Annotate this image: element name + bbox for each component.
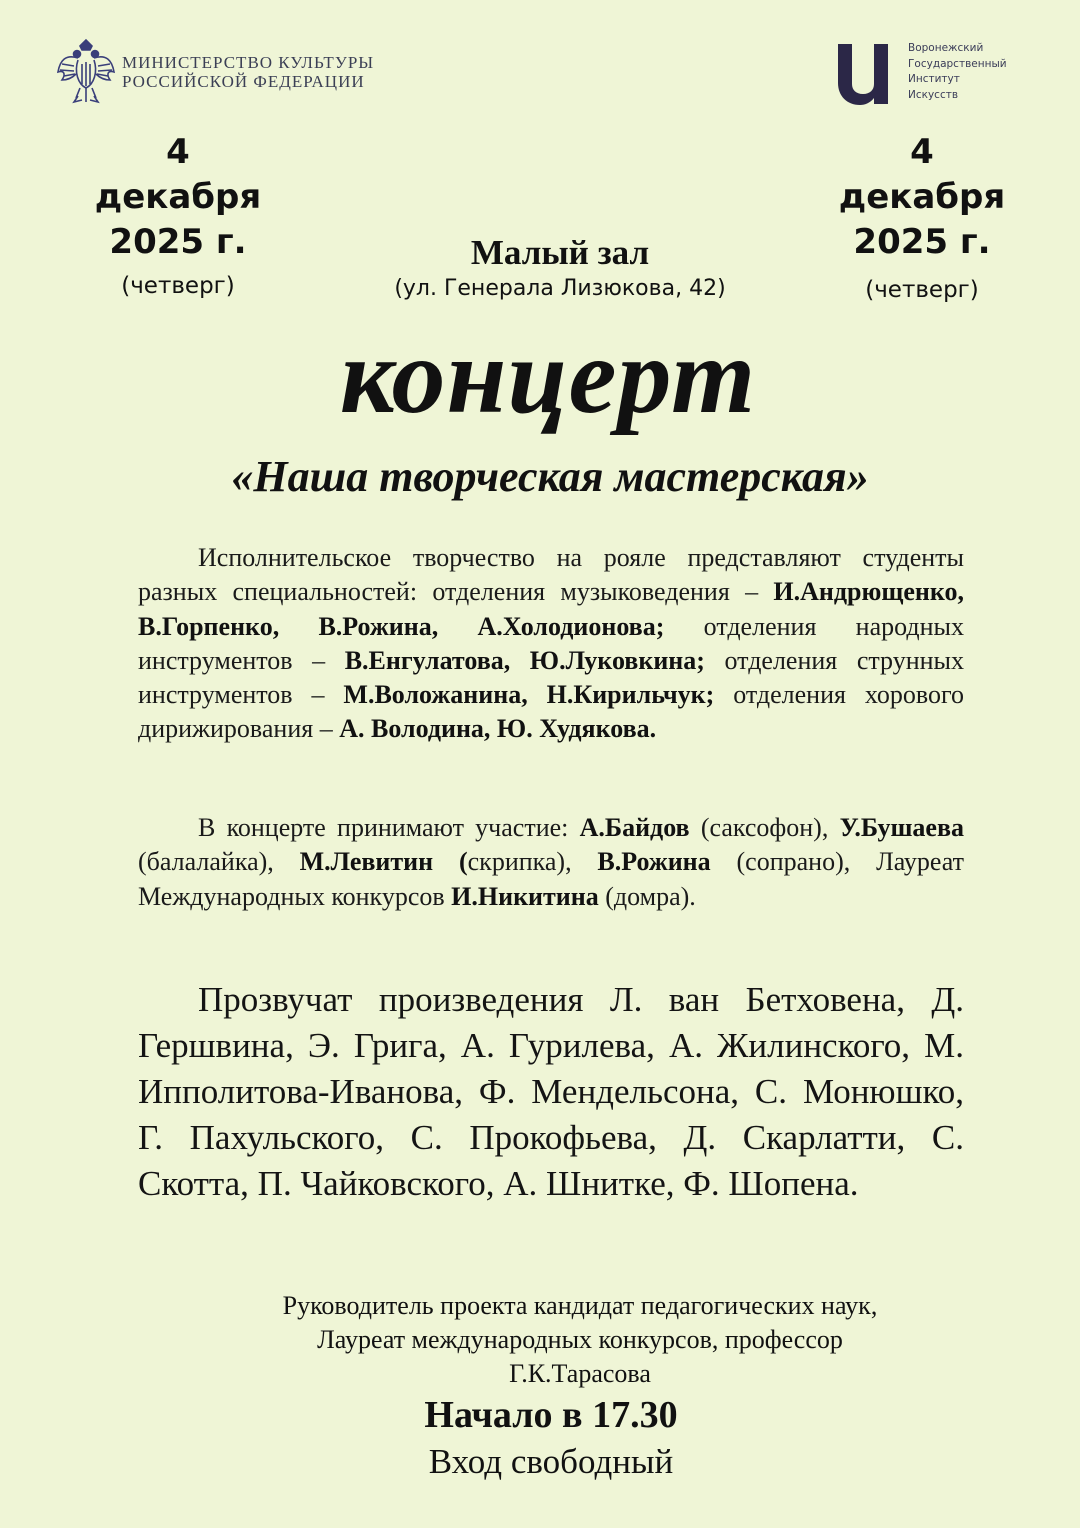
guest-name-3: М.Левитин (: [299, 847, 468, 877]
concert-title: концерт: [339, 317, 757, 436]
project-head-line-2: Лауреат международных конкурсов, профессор: [317, 1325, 843, 1354]
date-left-day: 4: [166, 132, 190, 172]
performers-names-folk: В.Енгулатова, Ю.Луковкина;: [344, 645, 705, 675]
guests-text-4: скрипка),: [467, 847, 598, 877]
start-time: Начало в 17.30: [424, 1394, 678, 1436]
guests-text-6: (домра).: [598, 881, 696, 911]
date-right: [802, 130, 1042, 305]
guest-name-1: А.Байдов: [579, 813, 690, 842]
entry-info: Вход свободный: [428, 1442, 674, 1481]
date-right-day: 4: [910, 132, 934, 172]
program-paragraph: Прозвучат произведения Л. ван Бетховена, Д. Гершвина, Э. Грига, А. Гурилева, А. Жилинского, М. Ипполитова-Иванова, Ф. Мендельсона, С. Монюшко, Г. Пахульского, С. Прокофьева, Д. Скарлатти, С. Скотта, П. Чайковского, А. Шнитке, Ф. Шопена.: [138, 980, 964, 1203]
performers-text-4: отделения хорового дирижирования –: [138, 680, 964, 744]
venue-title: Малый зал: [470, 233, 650, 272]
project-head-line-1: Руководитель проекта кандидат педагогических наук,: [282, 1291, 878, 1320]
performers-text-2: отделения народных инструментов –: [138, 611, 964, 675]
institute-name-line-1: Воронежский: [908, 42, 984, 54]
institute-logo: [834, 38, 1018, 108]
guest-name-4: В.Рожина: [597, 847, 711, 877]
institute-name-line-4: Искусств: [908, 88, 959, 101]
date-right-year: 2025 г.: [853, 222, 991, 262]
project-head: [0, 1289, 1080, 1391]
project-head-line-3: Г.К.Тарасова: [509, 1359, 651, 1388]
performers-text-3: отделения струнных инструментов –: [138, 645, 964, 710]
performers-text-1: Исполнительское творчество на рояле представляют студенты разных специальностей: отделения музыковедения –: [138, 543, 964, 607]
performers-names-choral: А. Володина, Ю. Худякова.: [339, 714, 657, 744]
date-right-month: декабря: [838, 177, 1006, 217]
ministry-name-line-2: РОССИЙСКОЙ ФЕДЕРАЦИИ: [122, 72, 365, 91]
guests-paragraph: [138, 811, 964, 914]
date-right-weekday: (четверг): [865, 277, 979, 303]
guests-text-5: (сопрано), Лауреат Международных конкурсов: [138, 847, 965, 911]
date-left-year: 2025 г.: [109, 222, 247, 262]
guests-text-1: В концерте принимают участие:: [198, 813, 580, 842]
guest-name-5: И.Никитина: [451, 881, 599, 911]
date-left: [58, 130, 298, 301]
date-left-weekday: (четверг): [121, 273, 235, 299]
concert-subtitle: «Наша творческая мастерская»: [231, 452, 869, 501]
guest-name-2: У.Бушаева: [839, 813, 964, 842]
performers-names-strings: М.Воложанина, Н.Кирильчук;: [343, 680, 715, 710]
performers-names-musicology: И.Андрющенко, В.Горпенко, В.Рожина, А.Холодионова;: [138, 577, 964, 641]
venue-address: (ул. Генерала Лизюкова, 42): [394, 276, 726, 301]
performers-paragraph: [138, 541, 964, 747]
venue: [380, 232, 740, 304]
guests-text-3: (балалайка),: [138, 847, 300, 877]
ministry-logo: [56, 38, 374, 106]
ministry-emblem-icon: [56, 38, 116, 106]
institute-name-line-3: Институт: [908, 73, 960, 85]
date-left-month: декабря: [94, 177, 262, 217]
guests-text-2: (саксофон),: [689, 813, 840, 842]
ministry-name-line-1: МИНИСТЕРСТВО КУЛЬТУРЫ: [122, 53, 375, 72]
institute-u-mark-icon: [834, 38, 892, 106]
institute-name-line-2: Государственный: [908, 57, 1007, 70]
